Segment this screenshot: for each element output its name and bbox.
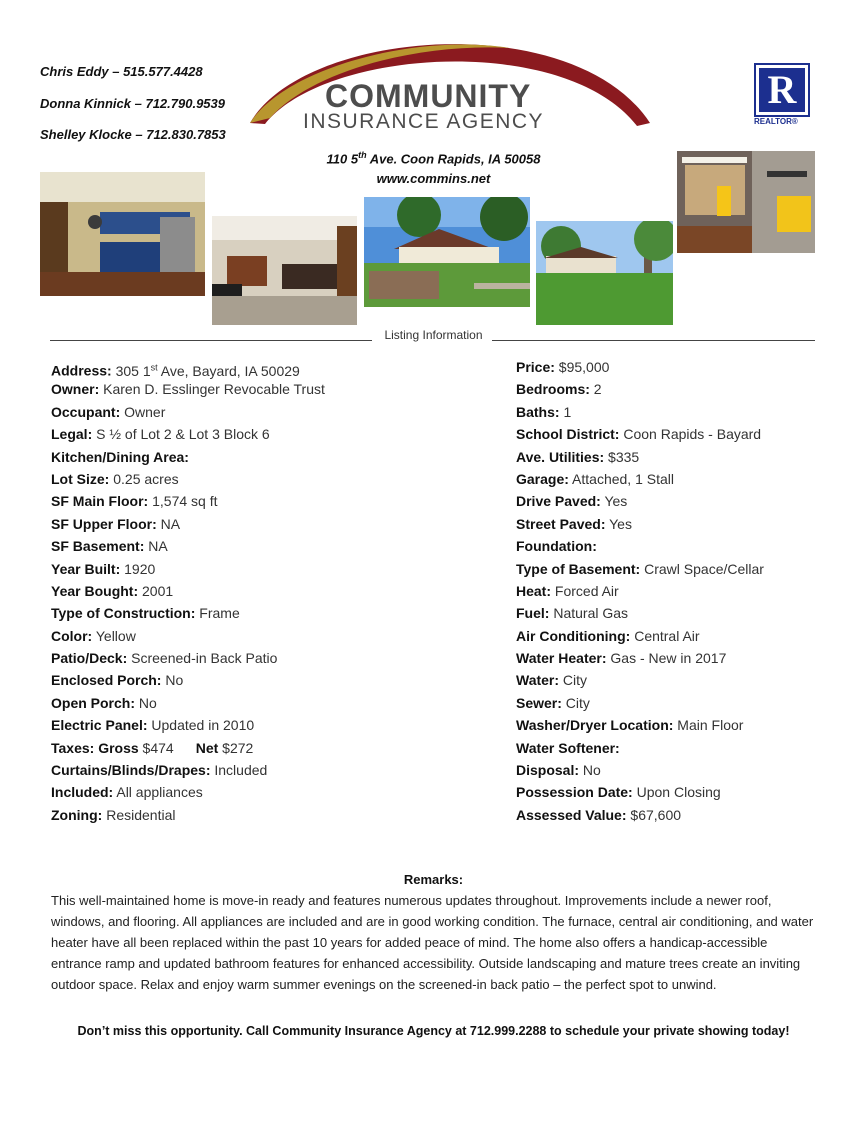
remarks-body: This well-maintained home is move-in ready and features numerous updates throughout. Improvements include a newer roof, windows, and flooring. All appliances are included and are in good working condition. The furnace, central air conditioning, and water heater have all been replaced within the past 10 years for added peace of mind. The home also offers a handicap-accessible entrance ramp and updated bathroom features for enhanced accessibility. Outside landscaping and mature trees create an inviting outdoor space. Relax and enjoy warm summer evenings on the screened-in back patio – the perfect spot to unwind. [51, 893, 814, 992]
field-patio-deck: Patio/Deck: Screened-in Back Patio [51, 650, 278, 667]
field-school-district: School District: Coon Rapids - Bayard [516, 426, 762, 443]
field-enclosed-porch: Enclosed Porch: No [51, 672, 184, 689]
bathroom-photo [677, 151, 815, 253]
field-kitchen-dining: Kitchen/Dining Area: [51, 448, 189, 465]
field-utilities: Ave. Utilities: $335 [516, 448, 640, 465]
field-sewer: Sewer: City [516, 694, 590, 711]
field-included: Included: All appliances [51, 784, 203, 801]
agency-website[interactable]: www.commins.net [376, 171, 491, 186]
field-lot-size: Lot Size: 0.25 acres [51, 470, 179, 487]
field-zoning: Zoning: Residential [51, 806, 176, 823]
field-baths: Baths: 1 [516, 403, 572, 420]
realtor-r-icon: R [759, 68, 805, 112]
field-sf-main-floor: SF Main Floor: 1,574 sq ft [51, 493, 218, 510]
remarks-title: Remarks: [403, 872, 464, 887]
listing-fields-left [51, 358, 325, 828]
field-drive-paved: Drive Paved: Yes [516, 493, 628, 510]
living-room-photo [212, 216, 357, 325]
field-fuel: Fuel: Natural Gas [516, 605, 629, 622]
field-legal: Legal: S ½ of Lot 2 & Lot 3 Block 6 [51, 426, 270, 443]
field-water: Water: City [516, 672, 588, 689]
field-year-bought: Year Bought: 2001 [51, 582, 174, 599]
field-electric-panel: Electric Panel: Updated in 2010 [51, 717, 255, 734]
field-color: Color: Yellow [51, 627, 136, 644]
realtor-logo [754, 63, 812, 125]
field-year-built: Year Built: 1920 [51, 560, 156, 577]
field-owner: Owner: Karen D. Esslinger Revocable Trust [51, 381, 325, 398]
field-street-paved: Street Paved: Yes [516, 515, 632, 532]
field-washer-dryer: Washer/Dryer Location: Main Floor [516, 717, 744, 734]
field-bedrooms: Bedrooms: 2 [516, 381, 602, 398]
contact-donna-kinnick: Donna Kinnick – 712.790.9539 [40, 96, 225, 111]
field-construction: Type of Construction: Frame [51, 605, 240, 622]
front-yard-photo [364, 197, 530, 307]
field-assessed-value: Assessed Value: $67,600 [516, 806, 682, 823]
contact-chris-eddy: Chris Eddy – 515.577.4428 [40, 64, 203, 79]
contact-shelley-klocke: Shelley Klocke – 712.830.7853 [40, 127, 226, 142]
field-price: Price: $95,000 [516, 359, 610, 375]
field-sf-upper-floor: SF Upper Floor: NA [51, 515, 181, 532]
field-taxes: Taxes: Gross $474 Net $272 [51, 739, 254, 756]
logo-line-insurance-agency: INSURANCE AGENCY [303, 110, 545, 133]
side-yard-photo [536, 221, 673, 325]
field-possession-date: Possession Date: Upon Closing [516, 784, 721, 801]
agency-logo [245, 18, 665, 148]
call-to-action: Don’t miss this opportunity. Call Community Insurance Agency at 712.999.2288 to schedule your private showing today! [77, 1024, 790, 1038]
field-air-conditioning: Air Conditioning: Central Air [516, 627, 700, 644]
realtor-label: REALTOR® [754, 117, 798, 126]
field-occupant: Occupant: Owner [51, 403, 166, 420]
kitchen-photo [40, 172, 205, 296]
field-open-porch: Open Porch: No [51, 694, 157, 711]
logo-line-community: COMMUNITY [325, 78, 532, 114]
field-address: Address: 305 1st Ave, Bayard, IA 50029 [51, 362, 300, 379]
field-disposal: Disposal: No [516, 762, 601, 779]
field-sf-basement: SF Basement: NA [51, 538, 168, 555]
field-curtains: Curtains/Blinds/Drapes: Included [51, 762, 268, 779]
field-water-softener: Water Softener: [516, 739, 620, 756]
listing-information-divider [50, 328, 815, 342]
agency-address: 110 5th Ave. Coon Rapids, IA 50058 [326, 150, 541, 167]
field-garage: Garage: Attached, 1 Stall [516, 470, 674, 487]
field-water-heater: Water Heater: Gas - New in 2017 [516, 650, 727, 667]
listing-information-label: Listing Information [384, 328, 483, 342]
field-foundation: Foundation: [516, 538, 597, 555]
listing-fields-right [516, 358, 764, 828]
field-basement-type: Type of Basement: Crawl Space/Cellar [516, 560, 764, 577]
field-heat: Heat: Forced Air [516, 582, 619, 599]
